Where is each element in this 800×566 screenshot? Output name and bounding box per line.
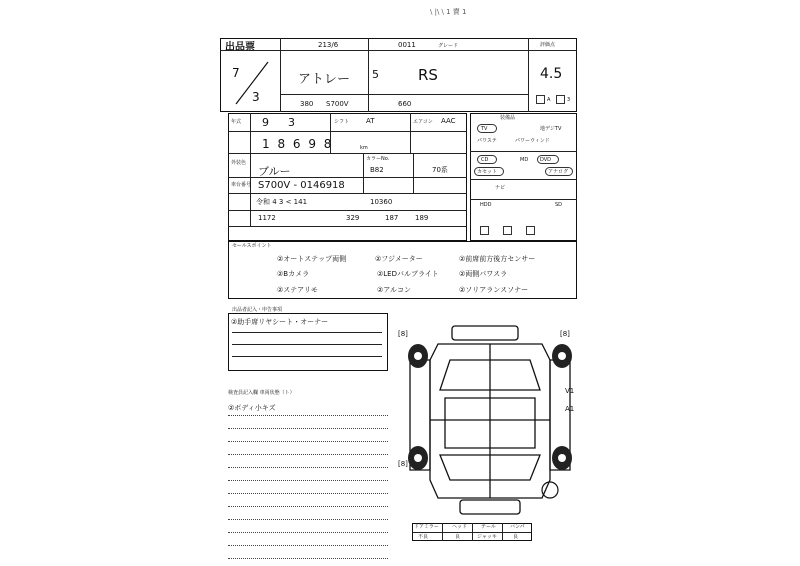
score-num: 3 xyxy=(567,97,571,103)
mark-left-bottom: [8] xyxy=(398,460,408,468)
model-name: アトレー xyxy=(298,72,351,87)
lot-number-top: 7 xyxy=(232,66,240,80)
sales-point-4: ②Bカメラ xyxy=(277,270,310,278)
grade-label: グレード xyxy=(438,43,459,49)
car-diagram xyxy=(400,320,580,525)
grade-value: RS xyxy=(418,66,438,84)
sales-point-2: ②フジメーター xyxy=(375,255,423,263)
score-value: 4.5 xyxy=(540,66,563,82)
sales-point-8: ②アルコン xyxy=(377,286,411,294)
mark-right-top: [8] xyxy=(560,330,570,338)
month-value: 3 xyxy=(288,116,295,129)
score-a: A xyxy=(547,97,551,103)
aircon-value: AAC xyxy=(441,117,456,125)
sales-point-9: ②ソリアランスソナー xyxy=(459,286,529,294)
sales-point-7: ②ステアリモ xyxy=(277,286,318,294)
interior-value: 70系 xyxy=(432,166,448,174)
sales-point-1: ②オートステップ両側 xyxy=(277,255,347,263)
frame-value: S700V - 0146918 xyxy=(258,180,345,191)
equip-navi: ナビ xyxy=(495,185,506,191)
form-title: 出品票 xyxy=(225,42,255,53)
aircon-label: エアコン xyxy=(413,119,433,125)
equip-cassette: カセット xyxy=(477,169,498,175)
color-code-label: カラーNo. xyxy=(366,156,390,162)
remarks-item: ②助手席リヤシート・オーナー xyxy=(231,318,329,326)
top-left-code: 213/6 xyxy=(318,41,339,49)
bottom-value-2: 良 xyxy=(455,534,461,540)
remarks-label: 出品者記入・申告事項 xyxy=(232,307,283,313)
color-value: ブルー xyxy=(258,165,291,178)
mark-right-side-2: A1 xyxy=(565,405,575,413)
height-value: 187 xyxy=(385,214,399,222)
chassis-model: S700V xyxy=(326,100,349,108)
width-value: 329 xyxy=(346,214,360,222)
bottom-header-3: テール xyxy=(481,524,496,530)
inspection-label: 検査員記入欄 車両状態（ト） xyxy=(228,390,295,396)
bottom-value-4: 良 xyxy=(513,534,519,540)
inspection-item: ②ボディ小キズ xyxy=(228,404,276,412)
mileage-unit: km xyxy=(360,145,368,151)
bottom-value-1: 不良 xyxy=(418,534,429,540)
sales-point-5: ②LEDバルブライト xyxy=(377,270,439,278)
equip-power-steering: パワステ xyxy=(477,138,497,144)
color-code: B82 xyxy=(370,166,384,174)
length-value: 1172 xyxy=(258,214,276,222)
sales-points-label: セールスポイント xyxy=(232,243,272,249)
equip-md: MD xyxy=(520,157,529,163)
top-mid-code: 0011 xyxy=(398,41,416,49)
chassis-prefix: 380 xyxy=(300,100,314,108)
equip-cd: CD xyxy=(481,157,489,163)
equip-tv: TV xyxy=(481,126,488,132)
frame-label: 車台番号 xyxy=(231,182,252,188)
bottom-header-2: ヘッド xyxy=(452,524,468,530)
bottom-header-4: バンパ xyxy=(510,524,525,530)
displacement: 660 xyxy=(398,100,412,108)
equip-hdd: HDD xyxy=(480,202,492,208)
bottom-header-1: ドアミラー xyxy=(414,524,439,530)
equip-dvd: DVD xyxy=(540,157,552,163)
mileage: 1 8 6 9 8 xyxy=(262,137,334,151)
top-mark: \ |\ \ 1 賣 1 xyxy=(430,8,467,16)
equip-analog: アナログ xyxy=(548,169,569,175)
equip-digital-tv: 地デジTV xyxy=(540,126,562,132)
equip-sd: SD xyxy=(555,202,563,208)
sales-point-3: ②前席前方後方センサー xyxy=(459,255,536,263)
bottom-value-3: ジャッキ xyxy=(477,534,497,540)
mark-left-top: [8] xyxy=(398,330,408,338)
model-code: 5 xyxy=(372,68,379,81)
mark-right-side-1: V1 xyxy=(565,387,575,395)
year-value: 9 xyxy=(262,116,269,129)
lot-number-bottom: 3 xyxy=(252,90,260,104)
lot-slash-icon xyxy=(228,58,278,108)
shift-value: AT xyxy=(366,117,375,125)
equipment-label: 装備品 xyxy=(500,115,516,121)
weight-value: 189 xyxy=(415,214,429,222)
sales-point-6: ②両側パワスラ xyxy=(459,270,508,278)
shift-label: シフト xyxy=(334,119,350,125)
color-label: 外装色 xyxy=(231,160,247,166)
capacity-value: 10360 xyxy=(370,198,393,206)
year-label: 年式 xyxy=(231,119,242,125)
score-label: 評価点 xyxy=(540,42,556,48)
equip-power-window: パワーウィンド xyxy=(515,138,550,144)
first-reg-value: 令和 4 3 < 141 xyxy=(256,198,308,206)
